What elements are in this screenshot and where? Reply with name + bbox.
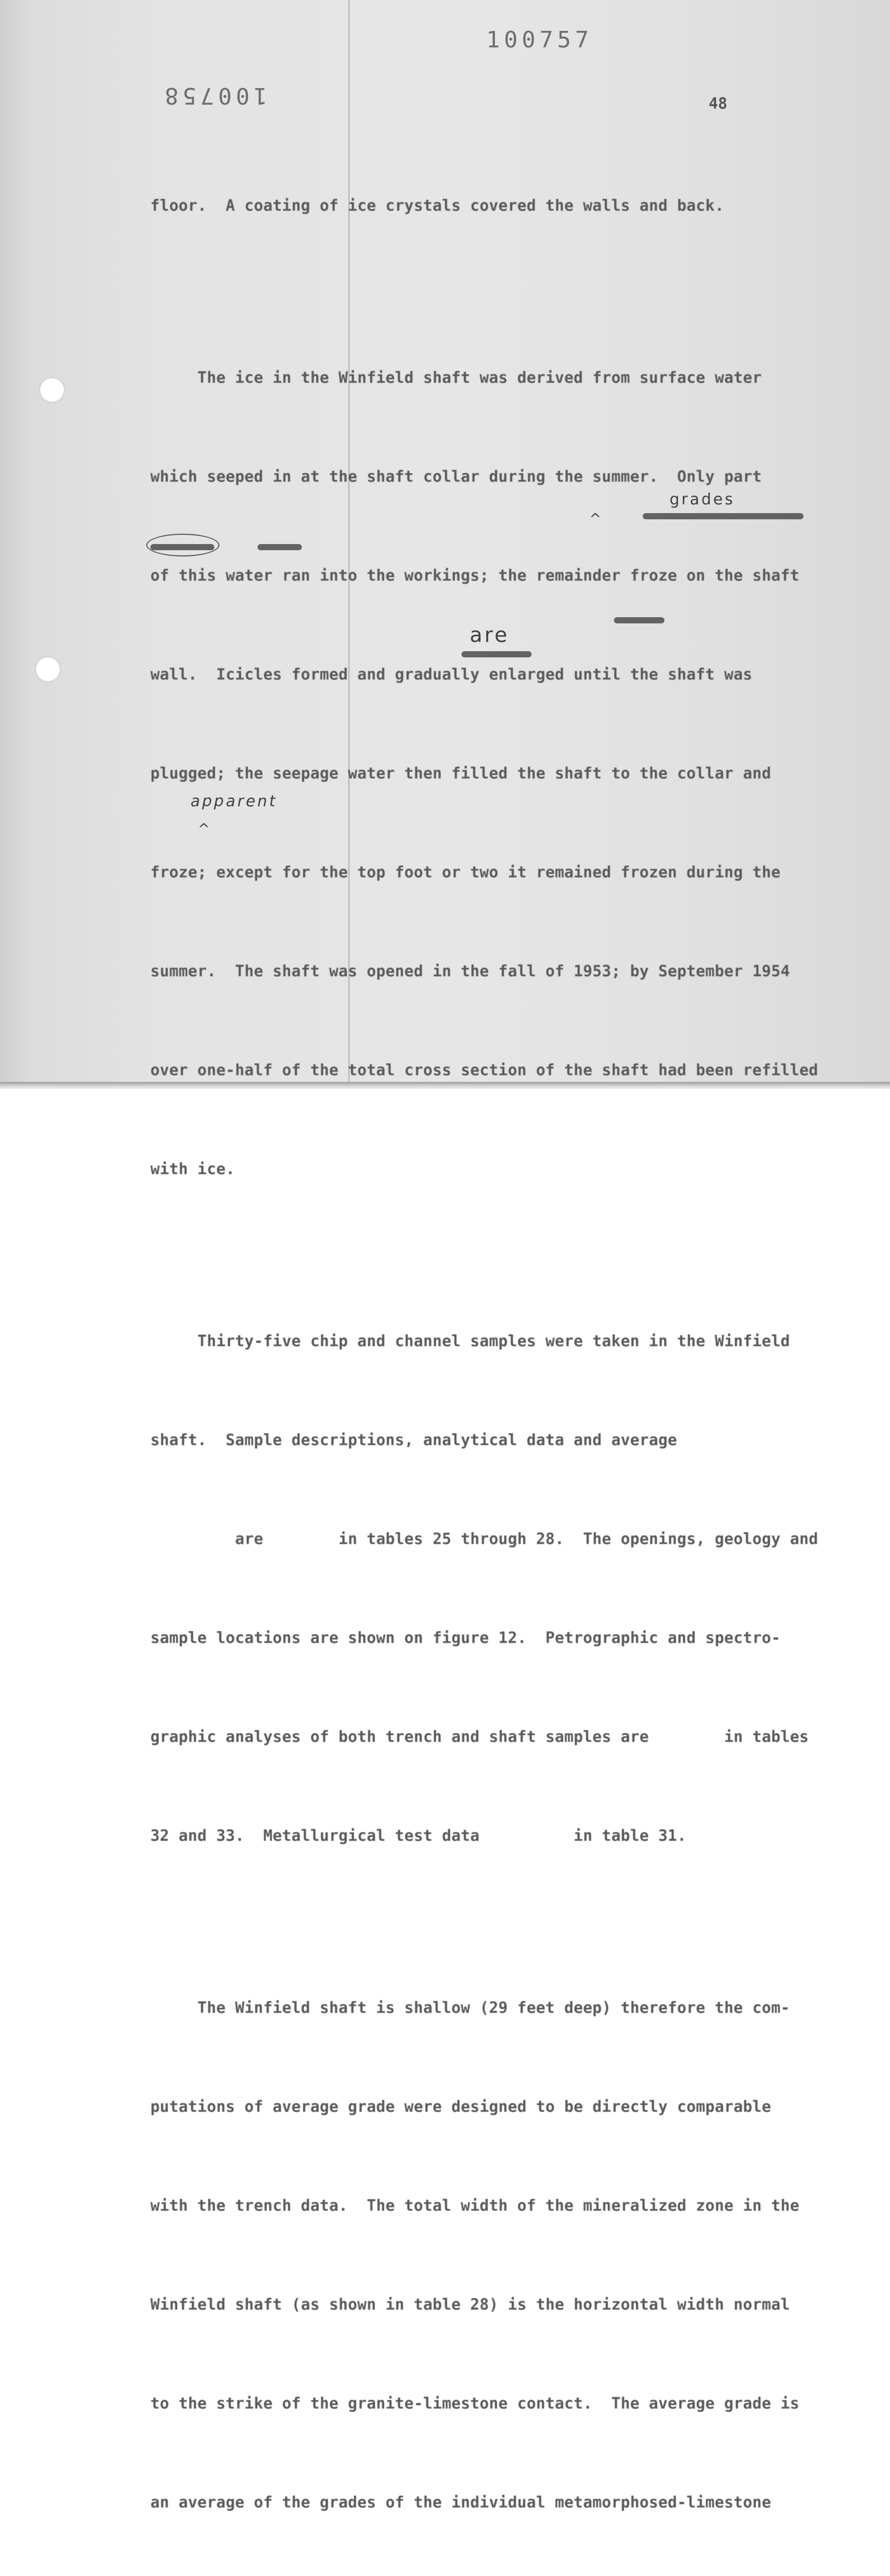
insertion-caret: ^ [198, 820, 210, 837]
paragraph-gap [150, 1252, 779, 1259]
document-stamp-top: 100757 [486, 27, 593, 53]
paragraph-gap [150, 289, 779, 296]
page-number: 48 [709, 95, 728, 113]
strikeout-scribble [258, 544, 302, 550]
insertion-caret: ^ [589, 510, 602, 527]
punch-hole-lower [36, 657, 60, 681]
document-stamp-left: 100758 [161, 82, 267, 109]
text-line: Thirty-five chip and channel samples were taken in the Winfield [150, 1332, 790, 1350]
text-line: of this water ran into the workings; the remainder froze on the shaft [150, 567, 800, 585]
text-line: an average of the grades of the individual metamorphosed-limestone [150, 2494, 772, 2512]
handwritten-apparent: apparent [191, 792, 278, 810]
strikeout-scribble [461, 651, 532, 657]
text-line: shaft. Sample descriptions, analytical data and average [150, 1431, 677, 1449]
text-line: summer. The shaft was opened in the fall of 1953; by September 1954 [150, 962, 790, 980]
text-line: Winfield shaft (as shown in table 28) is the horizontal width normal [150, 2296, 790, 2314]
text-line: 32 and 33. Metallurgical test data in table 31. [150, 1827, 687, 1845]
text-line: to the strike of the granite-limestone contact. The average grade is [150, 2395, 800, 2413]
text-line: plugged; the seepage water then filled the shaft to the collar and [150, 765, 772, 783]
text-line: wall. Icicles formed and gradually enlarged until the shaft was [150, 666, 752, 684]
handwritten-grades: grades [670, 490, 735, 509]
strikeout-scribble [643, 513, 803, 519]
text-line: are in tables 25 through 28. The openings, geology and [150, 1530, 818, 1548]
scan-edge [0, 1082, 890, 1089]
punch-hole-upper [40, 378, 64, 402]
text-line: over one-half of the total cross section of the shaft had been refilled [150, 1061, 818, 1079]
text-line: sample locations are shown on figure 12. Petrographic and spectro- [150, 1629, 781, 1647]
text-line: putations of average grade were designed to be directly comparable [150, 2098, 772, 2116]
paragraph-gap [150, 1919, 779, 1926]
text-line: which seeped in at the shaft collar during the summer. Only part [150, 468, 762, 486]
text-line: graphic analyses of both trench and shaft samples are in tables [150, 1728, 809, 1746]
text-line: floor. A coating of ice crystals covered the walls and back. [150, 197, 724, 215]
circled-strikeout [146, 534, 219, 556]
text-line: with ice. [150, 1160, 235, 1178]
text-line: froze; except for the top foot or two it remained frozen during the [150, 863, 781, 882]
text-line: with the trench data. The total width of the mineralized zone in the [150, 2197, 800, 2215]
text-line: The ice in the Winfield shaft was derived from surface water [150, 369, 762, 387]
handwritten-are: are [470, 623, 509, 647]
text-line: The Winfield shaft is shallow (29 feet deep) therefore the com- [150, 1999, 790, 2017]
strikeout-scribble [614, 617, 664, 623]
